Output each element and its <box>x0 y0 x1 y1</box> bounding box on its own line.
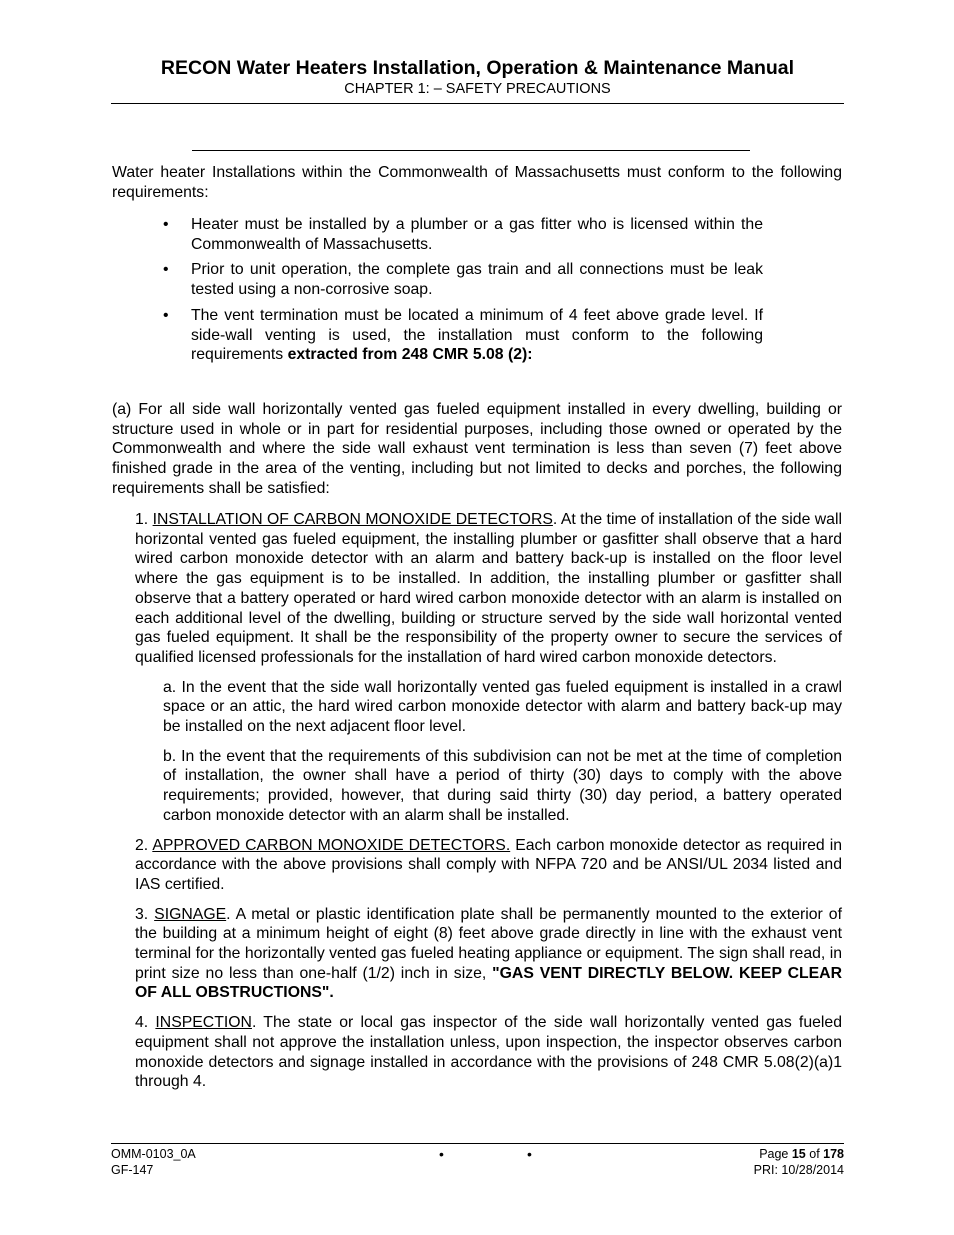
item-heading: INSPECTION <box>155 1014 252 1032</box>
section-divider <box>192 150 750 151</box>
footer-right <box>754 1147 844 1178</box>
item-heading: SIGNAGE <box>154 905 227 923</box>
bullet-icon: • <box>163 261 169 279</box>
footer-bullet-icon: • <box>527 1146 532 1162</box>
requirements-list <box>160 215 763 371</box>
sign-text: "GAS VENT DIRECTLY BELOW. KEEP CLEAR OF ALL OBSTRUCTIONS". <box>135 964 842 1002</box>
requirement-1 <box>135 510 842 668</box>
bullet-icon: • <box>163 306 169 324</box>
form-number: GF-147 <box>111 1162 154 1177</box>
list-item-text: Prior to unit operation, the complete gas train and all connections must be leak tested using a non-corrosive soap. <box>191 261 763 299</box>
header-divider <box>111 103 844 104</box>
list-item-text: Heater must be installed by a plumber or a gas fitter who is licensed within the Commonwealth of Massachusetts. <box>191 216 763 253</box>
page-total: 178 <box>823 1147 844 1161</box>
page-label: Page <box>759 1147 792 1161</box>
subsection-a-paragraph: (a) For all side wall horizontally vented gas fueled equipment installed in every dwelling, building or structure used in whole or in part for residential purposes, including those owned or operated by the Commonwealth and where the side wall exhaust vent termination is less than seven (7) feet above finished grade in the area of the venting, including but not limited to decks and porches, the following requirements shall be satisfied: <box>112 401 842 497</box>
item-heading: INSTALLATION OF CARBON MONOXIDE DETECTORS <box>152 511 553 528</box>
requirement-1b: b. In the event that the requirements of this subdivision can not be met at the time of completion of installation, the owner shall have a period of thirty (30) days to comply with the above requirements; provided, however, that during said thirty (30) day period, a battery operated carbon monoxide detector with an alarm shall be installed. <box>163 747 842 824</box>
item-text: Each carbon monoxide detector as required in accordance with the above provisions shall comply with NFPA 720 and be ANSI/UL 2034 listed and IAS certified. <box>135 836 842 893</box>
intro-paragraph: Water heater Installations within the Commonwealth of Massachusetts must conform to the following requirements: <box>112 164 842 201</box>
item-number: 2. <box>135 836 153 854</box>
page-number <box>754 1147 844 1163</box>
requirement-4 <box>135 1013 842 1092</box>
chapter-heading: CHAPTER 1: – SAFETY PRECAUTIONS <box>344 81 611 97</box>
list-item <box>160 260 763 299</box>
item-text: . The state or local gas inspector of the side wall horizontally vented gas fueled equipment shall not approve the installation unless, upon inspection, the inspector observes carbon monoxide detectors and signage installed in accordance with the provisions of 248 CMR 5.08(2)(a)1 through 4. <box>135 1014 842 1091</box>
document-number: OMM-0103_0A <box>111 1147 196 1161</box>
page-current: 15 <box>791 1147 806 1161</box>
document-title: RECON Water Heaters Installation, Operation & Maintenance Manual <box>160 57 795 79</box>
item-heading: APPROVED CARBON MONOXIDE DETECTORS. <box>152 836 511 854</box>
item-number: 3. <box>135 905 155 923</box>
requirement-1a: a. In the event that the side wall horizontally vented gas fueled equipment is installed in a crawl space or an attic, the hard wired carbon monoxide detector with alarm and battery back-up may be installed on the next adjacent floor level. <box>163 678 842 736</box>
bullet-icon: • <box>163 216 169 233</box>
item-text: . A metal or plastic identification plate shall be permanently mounted to the exterior of the building at a minimum height of eight (8) feet above grade directly in line with the exhaust vent terminal for the horizontally vented gas fueled heating appliance or equipment. The sign shall read, in print size no less than one-half (1/2) inch in size, <box>135 905 842 982</box>
page-of-label: of <box>805 1147 824 1161</box>
requirement-3 <box>135 905 842 1004</box>
list-item <box>160 215 763 254</box>
list-item <box>160 306 763 365</box>
footer-bullet-icon: • <box>439 1146 444 1162</box>
list-item-reference: extracted from 248 CMR 5.08 (2): <box>287 346 533 364</box>
footer-divider <box>111 1143 844 1144</box>
requirement-2 <box>135 836 842 895</box>
print-date: PRI: 10/28/2014 <box>753 1162 844 1177</box>
item-number: 1. <box>135 511 153 528</box>
numbered-requirements <box>135 510 842 1102</box>
item-text: . At the time of installation of the side wall horizontal vented gas fueled equipment, the installing plumber or gasfitter shall observe that a hard wired carbon monoxide detector with an alarm and battery back-up is installed on the floor level where the gas equipment is to be installed. In addition, the installing plumber or gasfitter shall observe that a battery operated or hard wired carbon monoxide detector with an alarm is installed on each additional level of the dwelling, building or structure served by the side wall horizontal vented gas fueled equipment. It shall be the responsibility of the property owner to secure the services of qualified licensed professionals for the installation of hard wired carbon monoxide detectors. <box>135 511 842 666</box>
footer-left <box>111 1147 196 1178</box>
item-number: 4. <box>135 1014 156 1032</box>
list-item-text: The vent termination must be located a minimum of 4 feet above grade level. If side-wall venting is used, the installation must conform to the following requirements <box>191 306 763 364</box>
page-header <box>111 56 844 99</box>
